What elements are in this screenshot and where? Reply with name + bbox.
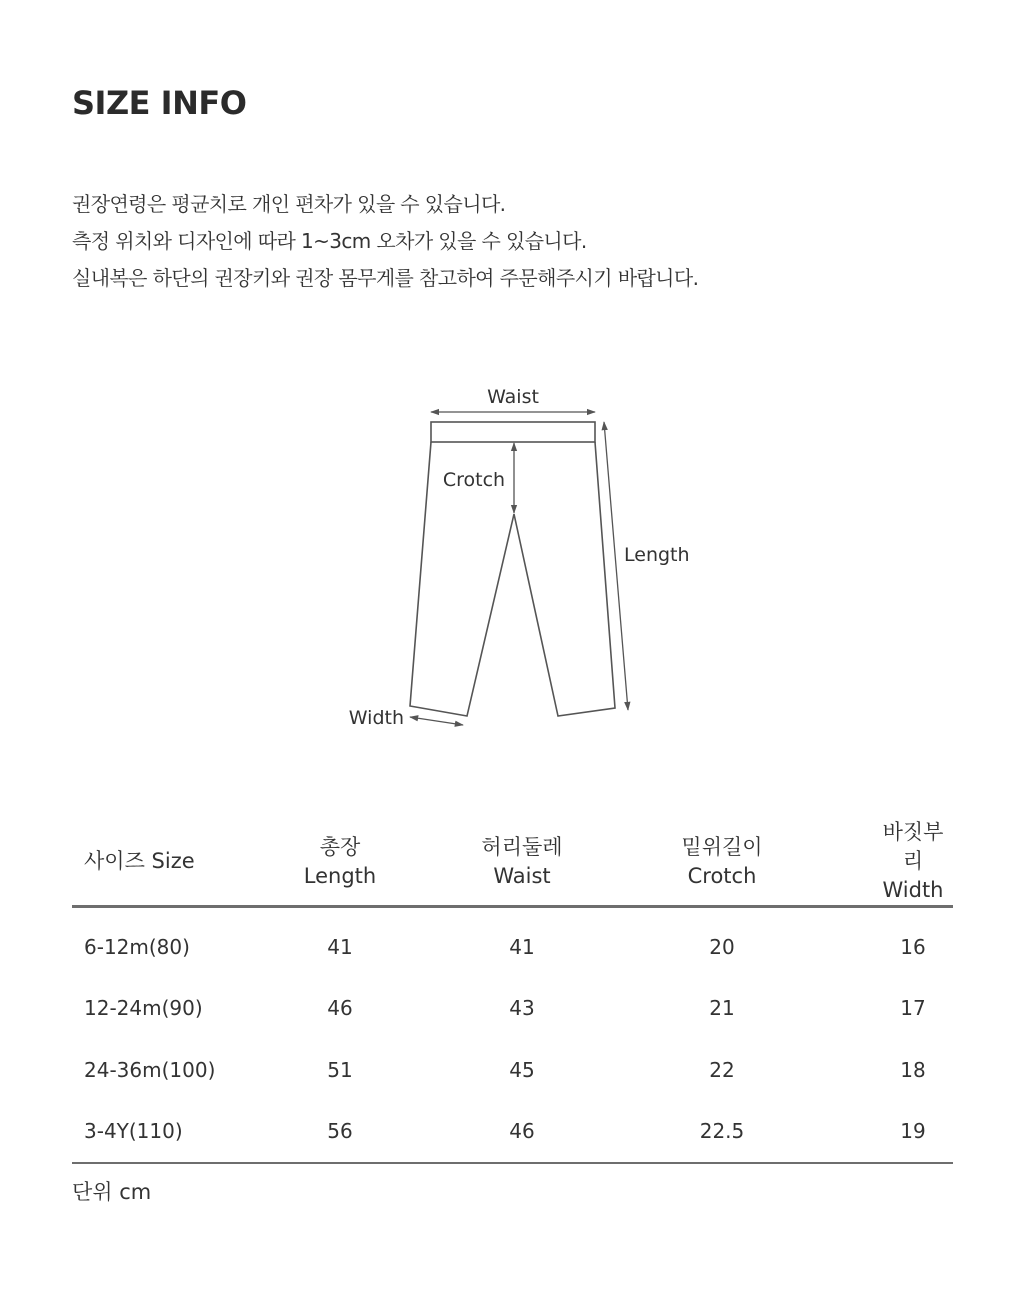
cell-crotch: 21 — [709, 996, 735, 1021]
waistband-shape — [431, 422, 595, 442]
cell-width: 17 — [900, 996, 926, 1021]
table-header-row — [72, 818, 953, 907]
cell-waist: 41 — [509, 934, 535, 959]
cell-crotch: 22 — [709, 1057, 735, 1082]
header-length: 총장 Length — [248, 818, 432, 907]
cell-length: 51 — [327, 1057, 353, 1082]
crotch-label: Crotch — [442, 469, 506, 491]
note-recommend: 실내복은 하단의 권장키와 권장 몸무게를 참고하여 주문해주시기 바랍니다. — [72, 266, 699, 290]
width-arrow — [410, 717, 463, 725]
note-age: 권장연령은 평균치로 개인 편차가 있을 수 있습니다. — [72, 192, 506, 216]
header-crotch: 밑위길이 Crotch — [612, 818, 832, 907]
waist-label: Waist — [487, 386, 539, 408]
header-width: 바짓부리 Width — [832, 818, 953, 907]
cell-width: 16 — [900, 934, 926, 959]
size-table — [72, 818, 953, 1164]
cell-crotch: 20 — [709, 934, 735, 959]
cell-waist: 46 — [432, 1101, 612, 1164]
header-size: 사이즈 Size — [72, 818, 248, 907]
cell-size: 24-36m(100) — [84, 1057, 216, 1082]
note-measurement: 측정 위치와 디자인에 따라 1~3cm 오차가 있을 수 있습니다. — [72, 229, 587, 253]
table-row — [72, 1039, 953, 1101]
cell-size: 3-4Y(110) — [72, 1101, 248, 1164]
legs-shape — [410, 442, 615, 716]
header-waist: 허리둘레 Waist — [432, 818, 612, 907]
pants-outline — [410, 422, 615, 716]
cell-waist: 43 — [509, 996, 535, 1021]
cell-size: 6-12m(80) — [84, 934, 190, 959]
cell-length: 41 — [327, 934, 353, 959]
cell-crotch: 22.5 — [612, 1101, 832, 1164]
table-row — [72, 907, 953, 978]
length-arrow — [604, 422, 628, 710]
table-row — [72, 1101, 953, 1164]
cell-width: 19 — [832, 1101, 953, 1164]
width-label: Width — [348, 707, 404, 729]
cell-waist: 45 — [509, 1057, 535, 1082]
unit-label: 단위 cm — [72, 1180, 152, 1204]
page-title: SIZE INFO — [72, 84, 247, 122]
cell-width: 18 — [900, 1057, 926, 1082]
cell-size: 12-24m(90) — [84, 996, 203, 1021]
cell-length: 46 — [327, 996, 353, 1021]
length-label: Length — [624, 544, 690, 566]
cell-length: 56 — [248, 1101, 432, 1164]
table-row — [72, 978, 953, 1040]
